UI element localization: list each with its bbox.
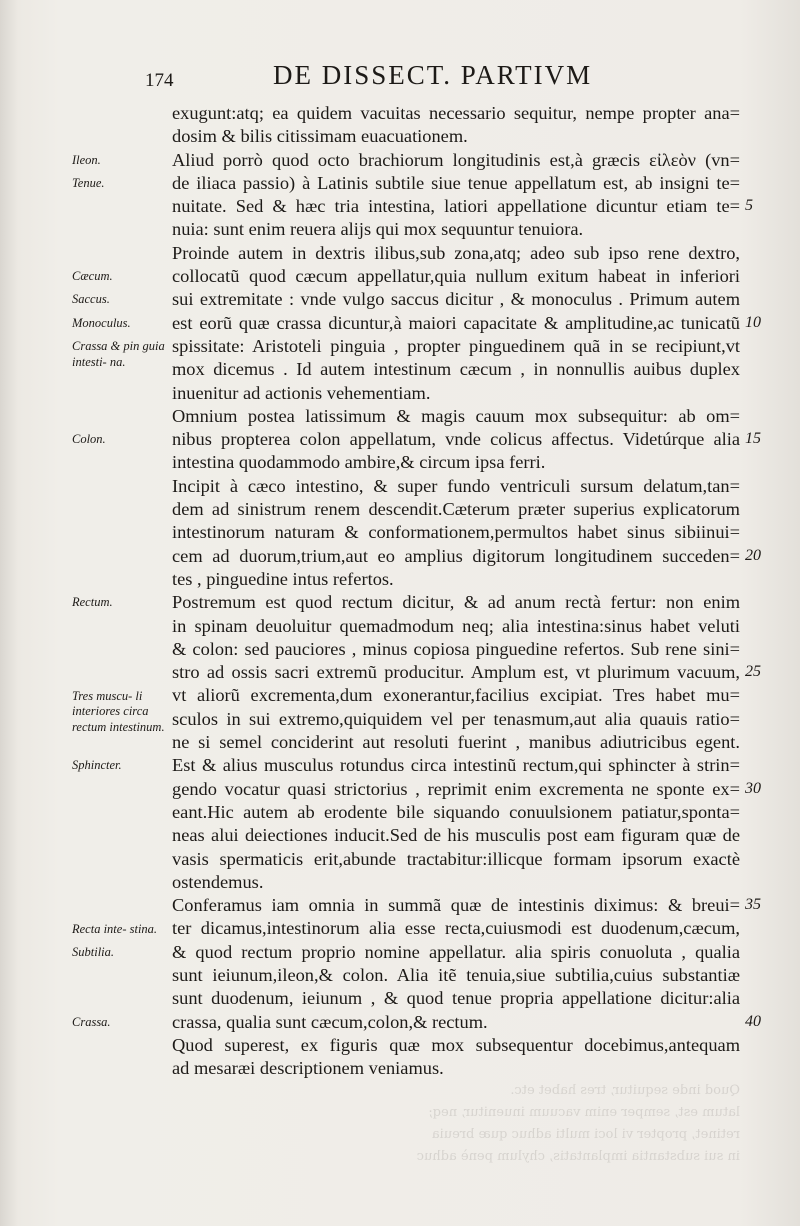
text-line: ad mesaræi descriptionem veniamus.: [172, 1058, 444, 1079]
text-line: sui extremitate : vnde vulgo saccus dicitur , & monoculus . Primum autem: [172, 289, 740, 310]
text-line: Incipit à cæco intestino, & super fundo ventriculi sursum delatum,tan=: [172, 475, 740, 496]
line-number: 10: [745, 313, 761, 331]
text-line: Postremum est quod rectum dicitur, & ad anum rectà fertur: non enim: [172, 592, 740, 613]
text-line: spissitate: Aristoteli pinguia , propter pinguedinem quã in se recipiunt,vt: [172, 335, 740, 356]
line-number: 5: [745, 197, 753, 215]
margin-note: Tenue.: [72, 175, 105, 190]
text-line: in spinam deuoluitur quemadmodum neq; alia intestina:sinus habet veluti: [172, 615, 740, 636]
text-line: dem ad sinistrum renem descendit.Cæterum præter superius explicatorum: [172, 499, 740, 520]
line-number: 20: [745, 546, 761, 564]
margin-note: Subtilia.: [72, 944, 115, 959]
text-line: vasis spermaticis erit,abunde tractabitur:illicque formam ipsorum exactè: [172, 848, 740, 869]
margin-note: Sphincter.: [72, 758, 122, 773]
text-line: ostendemus.: [172, 871, 264, 892]
text-line: ne si semel conciderint aut resoluti fuerint , manibus adiutricibus egent.: [172, 732, 740, 753]
text-line: mox dicemus . Id autem intestinum cæcum , in nonnullis auibus duplex: [172, 359, 740, 380]
text-line: gendo vocatur quasi strictorius , reprimit enim excrementa ne sponte ex=: [172, 778, 740, 799]
line-number: 15: [745, 430, 761, 448]
text-line: cem ad duorum,trium,aut eo amplius digitorum longitudinem succeden=: [172, 545, 740, 566]
margin-note: Tres muscu- li interiores circa rectum intestinum.: [72, 688, 165, 734]
text-line: intestinorum naturam & conformationem,permultos habet sinus sibiinui=: [172, 522, 740, 543]
margin-note: Cæcum.: [72, 269, 113, 284]
text-line: Proinde autem in dextris ilibus,sub zona,atq; adeo sub ipso rene dextro,: [172, 242, 740, 263]
text-line: de iliaca passio) à Latinis subtile siue tenue appellatum est, ab insigni te=: [172, 172, 740, 193]
margin-note: Rectum.: [72, 595, 113, 610]
text-line: Aliud porrò quod octo brachiorum longitudinis est,à græcis εἰλεὸν (vn=: [172, 149, 740, 170]
margin-note: Saccus.: [72, 292, 110, 307]
text-line: crassa, qualia sunt cæcum,colon,& rectum.: [172, 1011, 488, 1032]
page-header: [145, 60, 745, 96]
text-line: exugunt:atq; ea quidem vacuitas necessario sequitur, nempe propter ana=: [172, 103, 740, 123]
line-number: 40: [745, 1012, 761, 1030]
text-line: & quod rectum proprio nomine appellatur. alia spiris conuoluta , qualia: [172, 941, 740, 962]
main-text: [172, 102, 740, 1080]
text-line: Est & alius musculus rotundus circa intestinũ rectum,qui sphincter à strin=: [172, 755, 740, 776]
line-number: 35: [745, 896, 761, 914]
text-line: neas alui deiectiones inducit.Sed de his musculis post eam figuram quæ de: [172, 825, 740, 846]
text-line: ter dicamus,intestinorum alia esse recta,cuiusmodi est duodenum,cæcum,: [172, 918, 740, 939]
text-line: eant.Hic autem ab erodente bile siquando conuulsionem patiatur,sponta=: [172, 801, 740, 822]
text-line: sunt ieiunum,ileon,& colon. Alia itẽ tenuia,siue subtilia,cuius substantiæ: [172, 964, 740, 985]
text-line: collocatũ quod cæcum appellatur,quia nullum exitum habeat in inferiori: [172, 266, 740, 287]
text-line: Omnium postea latissimum & magis cauum mox subsequitur: ab om=: [172, 405, 740, 426]
text-line: sunt duodenum, ieiunum , & quod tenue propria appellatione dicitur:alia: [172, 988, 740, 1009]
text-line: intestina quodammodo ambire,& circum ipsa ferri.: [172, 452, 546, 473]
margin-note: Crassa.: [72, 1014, 111, 1029]
text-line: nibus propterea colon appellatum, vnde colicus affectus. Videtúrque alia: [172, 429, 740, 450]
margin-note: Ileon.: [72, 152, 101, 167]
text-line: tes , pinguedine intus refertos.: [172, 568, 394, 589]
show-through-text: Quod inde sequitur, tres habet etc. latum est, semper enim vacuum inuenitur, neq; retinet, propter vi loci multi adhuc quæ breuia in sui substantia implantatis, chylum penè adhuc: [416, 1083, 740, 1164]
text-line: Conferamus iam omnia in summã quæ de intestinis diximus: & breui=: [172, 895, 740, 916]
text-line: nuia: sunt enim reuera alijs qui mox sequuntur tenuiora.: [172, 219, 584, 240]
line-number: 25: [745, 663, 761, 681]
running-head: DE DISSECT. PARTIVM: [273, 60, 593, 90]
text-line: nuitate. Sed & hæc tria intestina, latiori appellatione dicuntur etiam te=: [172, 196, 740, 217]
margin-note: Recta inte- stina.: [72, 921, 158, 936]
text-line: sculos in sui extremo,quiquidem vel per tenasmum,aut alia quauis ratio=: [172, 708, 740, 729]
text-line: dosim & bilis citissimam euacuationem.: [172, 126, 468, 147]
text-line: vt aliorũ excrementa,dum exonerantur,facilius excipiat. Tres habet mu=: [172, 685, 740, 706]
text-line: est eorũ quæ crassa dicuntur,à maiori capacitate & amplitudine,ac tunicatũ: [172, 312, 740, 333]
page-number: 174: [145, 70, 174, 91]
margin-note: Crassa & pin guia intesti- na.: [72, 339, 165, 369]
text-line: Quod superest, ex figuris quæ mox subsequentur docebimus,antequam: [172, 1034, 740, 1055]
text-line: & colon: sed pauciores , minus copiosa pinguedine refertos. Sub rene sini=: [172, 638, 740, 659]
line-number: 30: [745, 779, 761, 797]
margin-note: Colon.: [72, 432, 106, 447]
margin-note: Monoculus.: [72, 315, 131, 330]
text-line: stro ad ossis sacri extremũ producitur. Amplum est, vt plurimum vacuum,: [172, 662, 740, 683]
text-line: inuenitur ad actionis vehementiam.: [172, 382, 431, 403]
